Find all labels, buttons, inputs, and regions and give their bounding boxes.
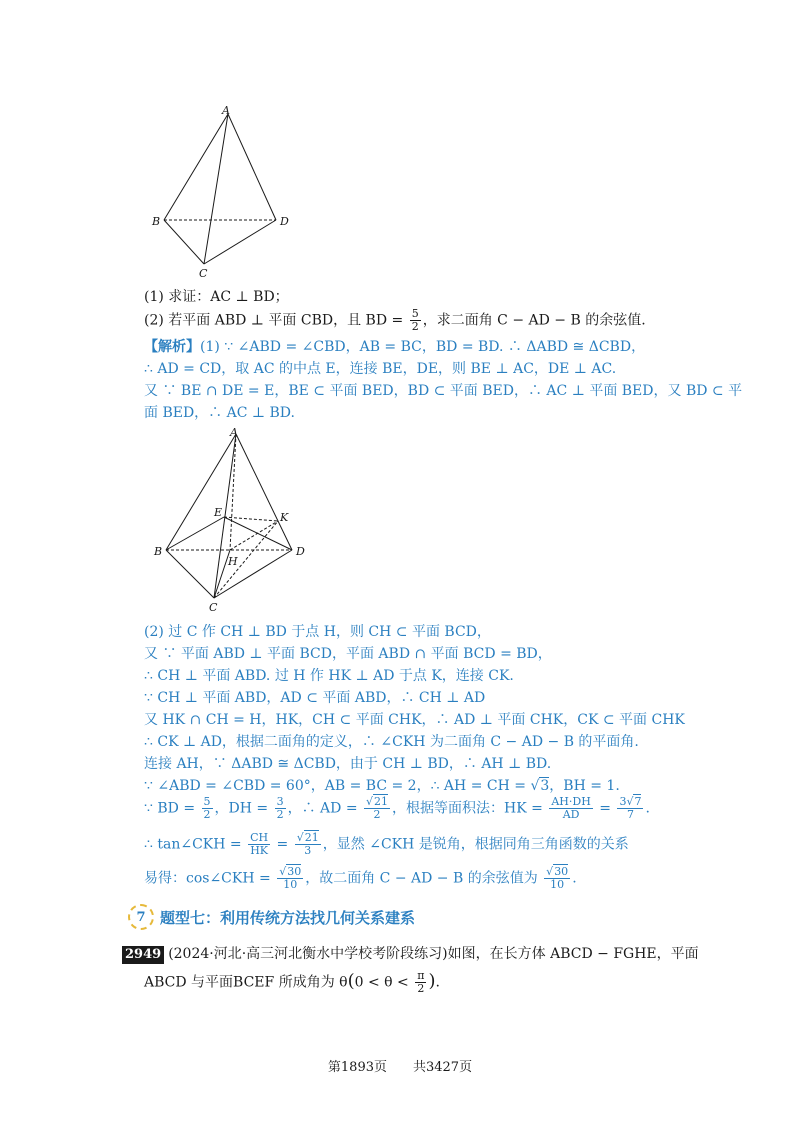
tetrahedron-figure-1 — [148, 104, 298, 280]
label-a: A — [230, 426, 238, 439]
label-d: D — [296, 545, 305, 558]
solution2-line3: ∴ CH ⊥ 平面 ABD. 过 H 作 HK ⊥ AD 于点 K，连接 CK. — [144, 668, 514, 684]
solution2-line5: 又 HK ∩ CH = H，HK，CH ⊂ 平面 CHK，∴ AD ⊥ 平面 CHK，CK ⊂ 平面 CHK — [144, 712, 685, 728]
solution1-line4: 面 BED，∴ AC ⊥ BD. — [144, 405, 295, 421]
label-d: D — [280, 215, 289, 228]
solution1-line1: 【解析】(1) ∵ ∠ABD = ∠CBD，AB = BC，BD = BD. ∴ ΔABD ≅ ΔCBD， — [144, 339, 646, 355]
solution2-line1: (2) 过 C 作 CH ⊥ BD 于点 H，则 CH ⊂ 平面 BCD， — [144, 624, 491, 640]
solution2-line11: 易得：cos∠CKH = $\frac{√30}{10}$ ，故二面角 C − AD − B 的余弦值为 $\frac{√30}{10}$ . — [144, 865, 577, 891]
label-c: C — [209, 601, 218, 614]
solution1-line2: ∴ AD = CD，取 AC 的中点 E，连接 BE，DE，则 BE ⊥ AC，DE ⊥ AC. — [144, 361, 617, 377]
solution2-line8: ∵ ∠ABD = ∠CBD = 60°，AB = BC = 2，∴ AH = CH = √3，BH = 1. — [144, 778, 620, 794]
solution2-line9: ∵ BD = $\frac{5}{2}$ ，DH = $\frac{3}{2}$ ，∴ AD = $\frac{√21}{2}$ ，根据等面积法：HK = $\frac{AH\cdot DH}{AD}$ = $\frac{3√7}{7}$ . — [144, 795, 650, 821]
label-b: B — [154, 545, 163, 558]
solution2-line2: 又 ∵ 平面 ABD ⊥ 平面 BCD，平面 ABD ∩ 平面 BCD = BD， — [144, 646, 552, 662]
label-e: E — [214, 506, 223, 519]
tetrahedron-figure-2 — [150, 424, 310, 614]
label-h: H — [228, 555, 238, 568]
label-k: K — [280, 511, 289, 524]
problem-part1: (1) 求证：AC ⊥ BD； — [144, 289, 289, 305]
solution2-line10: ∴ tan∠CKH = $\frac{CH}{HK}$ = $\frac{√21}{3}$ ，显然 ∠CKH 是锐角，根据同角三角函数的关系 — [144, 831, 629, 857]
question-line2: ABCD 与平面BCEF 所成角为 θ(0 < θ < $\frac{\pi}{2}$ ). — [144, 969, 440, 995]
question-number: 2949 — [122, 946, 164, 964]
problem-part2: (2) 若平面 ABD ⊥ 平面 CBD，且 BD = $\frac{5}{2}$ ，求二面角 C − AD − B 的余弦值. — [144, 307, 646, 333]
solution2-line4: ∵ CH ⊥ 平面 ABD，AD ⊂ 平面 ABD，∴ CH ⊥ AD — [144, 690, 486, 706]
question-line1: 2949 (2024·河北·高三河北衡水中学校考阶段练习)如图，在长方体 ABCD − FGHE，平面 — [122, 944, 699, 964]
section-title: 题型七：利用传统方法找几何关系建系 — [160, 908, 416, 927]
solution2-line7: 连接 AH，∵ ΔABD ≅ ΔCBD，由于 CH ⊥ BD，∴ AH ⊥ BD. — [144, 756, 552, 772]
solution-tag: 【解析】 — [144, 339, 200, 355]
solution2-line6: ∴ CK ⊥ AD，根据二面角的定义，∴ ∠CKH 为二面角 C − AD − B 的平面角. — [144, 734, 639, 750]
solution1-line3: 又 ∵ BE ∩ DE = E，BE ⊂ 平面 BED，BD ⊂ 平面 BED，∴ AC ⊥ 平面 BED，又 BD ⊂ 平 — [144, 383, 743, 399]
label-b: B — [152, 215, 161, 228]
section-number-badge: 7 — [128, 904, 154, 930]
label-a: A — [222, 104, 230, 117]
label-c: C — [199, 267, 208, 280]
section-heading — [128, 904, 415, 930]
page-footer: 第1893页 共3427页 — [327, 1060, 473, 1075]
